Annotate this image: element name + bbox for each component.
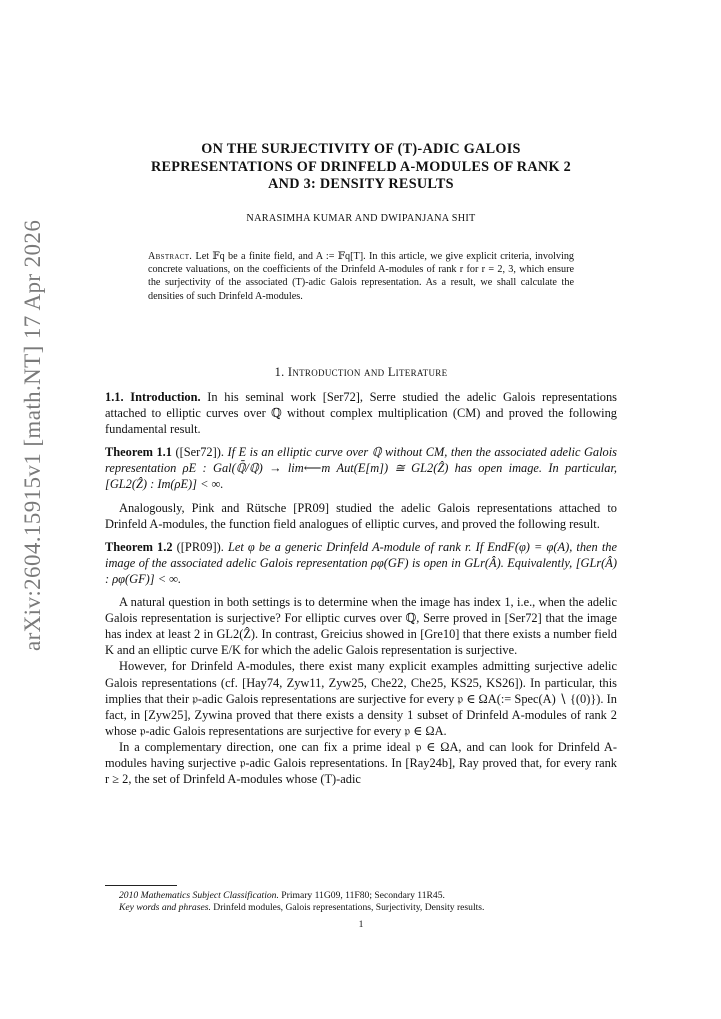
section-heading: 1. Introduction and Literature [274, 365, 448, 379]
msc-text: Primary 11G09, 11F80; Secondary 11R45. [281, 890, 445, 901]
however-paragraph: However, for Drinfeld A-modules, there exist many explicit examples admitting surjective adelic Galois representations (cf. [Hay74, Zyw11, Zyw25, Che22, Che25, KS25, KS26]). In particular, this implies that their 𝔭-adic Galois representations are surjective for every 𝔭 ∈ ΩA(:= Spec(A) ∖ {(0)}). In fact, in [Zyw25], Zywina proved that there exists a density 1 subset of Drinfeld A-modules of rank 2 whose 𝔭-adic Galois representations are surjective for every 𝔭 ∈ ΩA. [105, 659, 617, 738]
page-number: 1 [358, 919, 364, 930]
intro-paragraph [105, 389, 617, 437]
abstract-label: Abstract. [148, 251, 193, 262]
keywords-label: Key words and phrases. [119, 902, 211, 914]
paper-authors: NARASIMHA KUMAR AND DWIPANJANA SHIT [246, 213, 476, 224]
theorem-1-2-text: Let φ be a generic Drinfeld A-module of rank r. If EndF(φ) = φ(A), then the image of the associated adelic Galois representation ρφ(GF) is open in GLr(Â). Equivalently, [GLr(Â) : ρφ(GF)] < ∞. [105, 539, 617, 586]
theorem-1-1 [105, 444, 617, 492]
natural-question-paragraph: A natural question in both settings is to determine when the image has index 1, i.e., when the adelic Galois representation is surjective? For elliptic curves over ℚ, Serre proved in [Ser72] that the image has index at least 2 in GL2(Ẑ). In contrast, Greicius showed in [Gre10] that there exists a number field K and an elliptic curve E/K for which the adelic Galois representation is surjective. [105, 595, 617, 658]
abstract [148, 250, 574, 303]
keywords-text: Drinfeld modules, Galois representations, Surjectivity, Density results. [213, 902, 485, 914]
abstract-text: Let 𝔽q be a finite field, and A := 𝔽q[T]. In this article, we give explicit criteria, involving concrete valuations, on the coefficients of the Drinfeld A-modules of rank r for r = 2, 3, which ensure the surjectivity of the associated (T)-adic Galois representation. As a result, we shall calculate the densities of such Drinfeld A-modules. [148, 251, 575, 302]
arxiv-identifier-stamp: arXiv:2604.15915v1 [math.NT] 17 Apr 2026 [20, 219, 45, 651]
msc-label: 2010 Mathematics Subject Classification. [119, 890, 279, 901]
keywords-footnote [119, 902, 617, 914]
title-line-2: REPRESENTATIONS OF DRINFELD A-MODULES OF RANK 2 [150, 158, 572, 175]
body-text [105, 389, 617, 787]
complementary-paragraph: In a complementary direction, one can fix a prime ideal 𝔭 ∈ ΩA, and can look for Drinfeld A-modules having surjective 𝔭-adic Galois representations. In [Ray24b], Ray proved that, for every rank r ≥ 2, the set of Drinfeld A-modules whose (T)-adic [105, 739, 617, 787]
intro-heading: 1.1. Introduction. [105, 390, 201, 404]
footnotes [119, 890, 617, 915]
theorem-1-1-ref: ([Ser72]). [175, 445, 224, 460]
title-line-1: ON THE SURJECTIVITY OF (T)-ADIC GALOIS [201, 141, 521, 157]
theorem-1-1-text: If E is an elliptic curve over ℚ without CM, then the associated adelic Galois representation ρE : Gal(ℚ̄/ℚ) → lim⟵m Aut(E[m]) ≅ GL2(Ẑ) has open image. In particular, [GL2(Ẑ) : Im(ρE)] < ∞. [105, 445, 617, 492]
title-line-3: AND 3: DENSITY RESULTS [268, 176, 454, 192]
theorem-1-2-heading: Theorem 1.2 [105, 539, 173, 554]
theorem-1-1-heading: Theorem 1.1 [105, 445, 172, 460]
intro-text: In his seminal work [Ser72], Serre studied the adelic Galois representations attached to elliptic curves over ℚ without complex multiplication (CM) and proved the following fundamental result. [105, 390, 617, 437]
paper-title [105, 141, 617, 194]
footnote-rule [105, 885, 177, 886]
theorem-1-2-ref: ([PR09]). [176, 539, 224, 554]
msc-footnote [119, 890, 617, 902]
theorem-1-2 [105, 539, 617, 587]
pink-rutsche-paragraph: Analogously, Pink and Rütsche [PR09] studied the adelic Galois representations attached to Drinfeld A-modules, the function field analogues of elliptic curves, and proved the following result. [105, 500, 617, 531]
